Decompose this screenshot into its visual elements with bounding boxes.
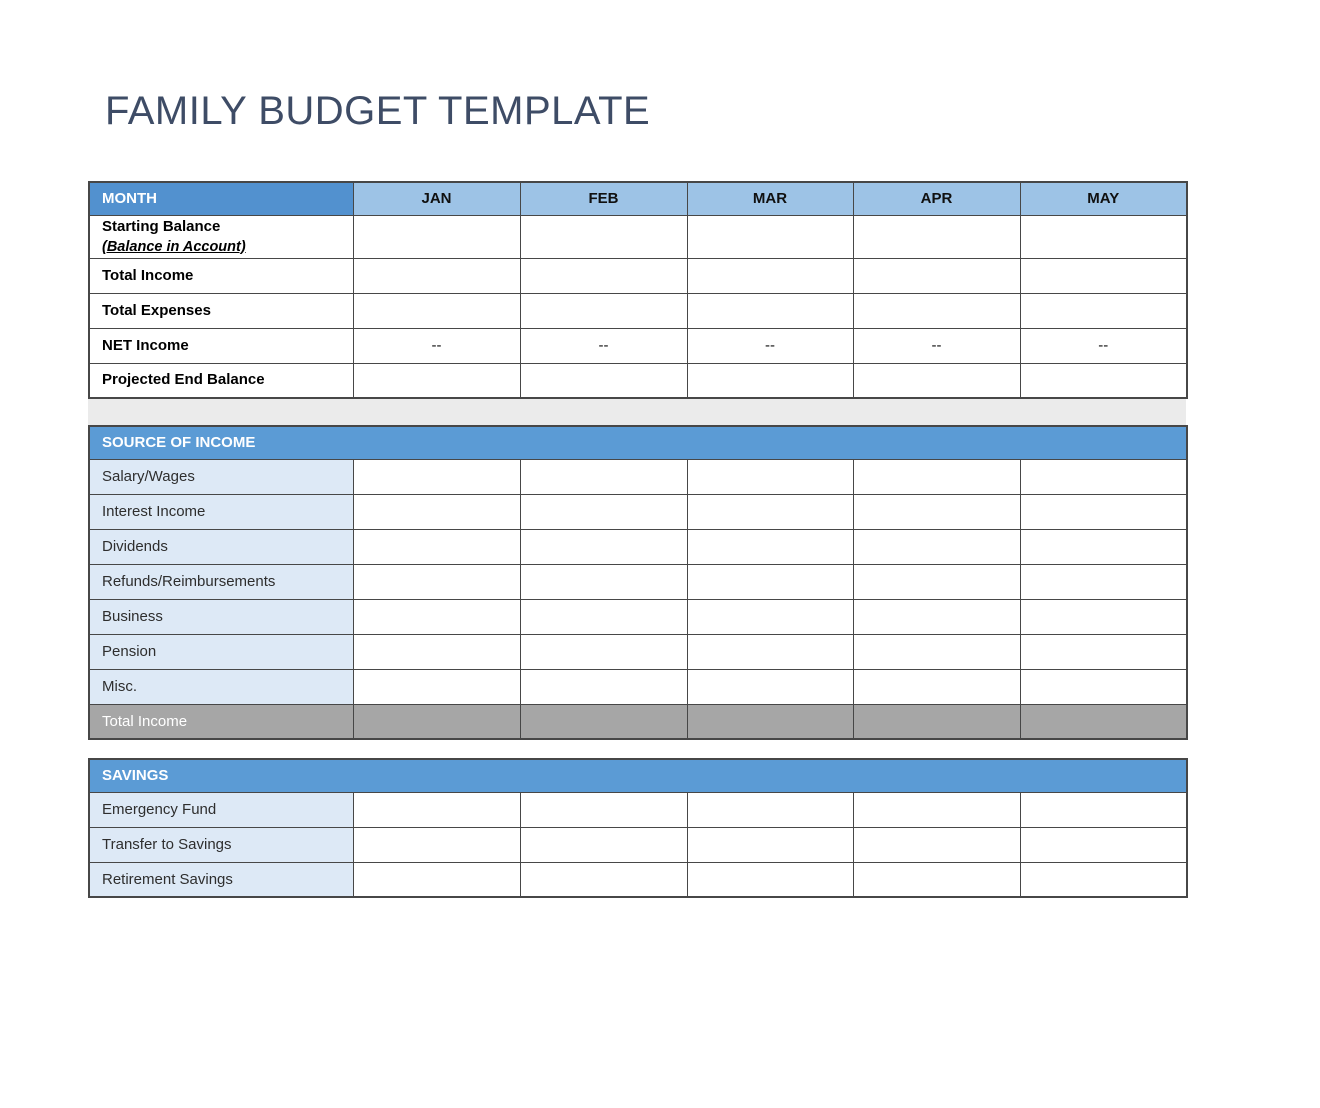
data-cell[interactable] bbox=[853, 862, 1020, 897]
data-cell[interactable] bbox=[1020, 459, 1187, 494]
data-cell[interactable] bbox=[1020, 363, 1187, 398]
data-cell[interactable] bbox=[687, 293, 853, 328]
data-cell[interactable] bbox=[1020, 564, 1187, 599]
table-row-total-expenses bbox=[89, 293, 1187, 328]
data-cell[interactable] bbox=[1020, 792, 1187, 827]
data-cell[interactable] bbox=[853, 792, 1020, 827]
month-summary-table bbox=[88, 181, 1188, 399]
table-row-salary-wages bbox=[89, 459, 1187, 494]
data-cell[interactable] bbox=[853, 459, 1020, 494]
page-title: FAMILY BUDGET TEMPLATE bbox=[105, 89, 651, 133]
data-cell[interactable] bbox=[520, 669, 687, 704]
data-cell[interactable] bbox=[687, 363, 853, 398]
data-cell[interactable] bbox=[520, 827, 687, 862]
table-row-business bbox=[89, 599, 1187, 634]
data-cell[interactable] bbox=[353, 459, 520, 494]
income-section-header: SOURCE OF INCOME bbox=[89, 426, 1187, 459]
data-cell[interactable] bbox=[520, 494, 687, 529]
data-cell[interactable] bbox=[853, 827, 1020, 862]
data-cell[interactable] bbox=[1020, 258, 1187, 293]
data-cell[interactable] bbox=[853, 258, 1020, 293]
row-label: Projected End Balance bbox=[89, 363, 353, 398]
table-row-net-income bbox=[89, 328, 1187, 363]
table-row-retirement-savings bbox=[89, 862, 1187, 897]
savings-section-header: SAVINGS bbox=[89, 759, 1187, 792]
data-cell[interactable] bbox=[353, 363, 520, 398]
data-cell[interactable] bbox=[687, 792, 853, 827]
data-cell[interactable]: -- bbox=[353, 328, 520, 363]
data-cell[interactable] bbox=[353, 634, 520, 669]
row-label-main: Starting Balance bbox=[102, 217, 221, 235]
data-cell[interactable] bbox=[520, 529, 687, 564]
data-cell[interactable] bbox=[687, 459, 853, 494]
row-label: Pension bbox=[89, 634, 353, 669]
data-cell[interactable] bbox=[520, 215, 687, 258]
data-cell[interactable] bbox=[687, 669, 853, 704]
data-cell[interactable] bbox=[853, 704, 1020, 739]
data-cell[interactable] bbox=[687, 258, 853, 293]
table-row-misc bbox=[89, 669, 1187, 704]
data-cell[interactable] bbox=[1020, 599, 1187, 634]
row-label: Transfer to Savings bbox=[89, 827, 353, 862]
data-cell[interactable] bbox=[520, 293, 687, 328]
data-cell[interactable] bbox=[353, 258, 520, 293]
data-cell[interactable]: -- bbox=[687, 328, 853, 363]
data-cell[interactable] bbox=[353, 494, 520, 529]
data-cell[interactable] bbox=[853, 669, 1020, 704]
row-label bbox=[89, 215, 353, 258]
row-label: Total Income bbox=[89, 258, 353, 293]
data-cell[interactable] bbox=[853, 564, 1020, 599]
data-cell[interactable]: -- bbox=[520, 328, 687, 363]
data-cell[interactable] bbox=[1020, 529, 1187, 564]
data-cell[interactable] bbox=[1020, 704, 1187, 739]
data-cell[interactable] bbox=[1020, 215, 1187, 258]
month-column-header-apr: APR bbox=[853, 182, 1020, 215]
row-label: Refunds/Reimbursements bbox=[89, 564, 353, 599]
data-cell[interactable] bbox=[520, 634, 687, 669]
data-cell[interactable] bbox=[687, 827, 853, 862]
data-cell[interactable] bbox=[853, 529, 1020, 564]
data-cell[interactable] bbox=[853, 599, 1020, 634]
data-cell[interactable] bbox=[520, 564, 687, 599]
table-row-total-income bbox=[89, 258, 1187, 293]
data-cell[interactable] bbox=[353, 704, 520, 739]
table-row-interest-income bbox=[89, 494, 1187, 529]
data-cell[interactable] bbox=[520, 704, 687, 739]
table-row-dividends bbox=[89, 529, 1187, 564]
row-label: Total Income bbox=[89, 704, 353, 739]
table-row-starting-balance bbox=[89, 215, 1187, 258]
data-cell[interactable] bbox=[1020, 494, 1187, 529]
data-cell[interactable] bbox=[520, 258, 687, 293]
table-row-projected-end-balance bbox=[89, 363, 1187, 398]
table-row-transfer-to-savings bbox=[89, 827, 1187, 862]
data-cell[interactable] bbox=[353, 564, 520, 599]
data-cell[interactable] bbox=[353, 669, 520, 704]
data-cell[interactable] bbox=[1020, 827, 1187, 862]
row-label: Salary/Wages bbox=[89, 459, 353, 494]
data-cell[interactable] bbox=[353, 529, 520, 564]
data-cell[interactable] bbox=[687, 634, 853, 669]
data-cell[interactable] bbox=[687, 704, 853, 739]
table-row-emergency-fund bbox=[89, 792, 1187, 827]
data-cell[interactable] bbox=[353, 215, 520, 258]
month-column-header-mar: MAR bbox=[687, 182, 853, 215]
row-label: Dividends bbox=[89, 529, 353, 564]
table-row-refunds bbox=[89, 564, 1187, 599]
month-column-header-may: MAY bbox=[1020, 182, 1187, 215]
data-cell[interactable] bbox=[520, 792, 687, 827]
data-cell[interactable] bbox=[853, 494, 1020, 529]
data-cell[interactable] bbox=[353, 792, 520, 827]
month-header-cell: MONTH bbox=[89, 182, 353, 215]
row-label-sub: (Balance in Account) bbox=[102, 238, 246, 255]
data-cell[interactable] bbox=[1020, 293, 1187, 328]
data-cell[interactable] bbox=[520, 862, 687, 897]
row-label: NET Income bbox=[89, 328, 353, 363]
table-row-income-total bbox=[89, 704, 1187, 739]
data-cell[interactable] bbox=[1020, 669, 1187, 704]
data-cell[interactable] bbox=[853, 293, 1020, 328]
data-cell[interactable] bbox=[687, 599, 853, 634]
row-label: Retirement Savings bbox=[89, 862, 353, 897]
row-label: Misc. bbox=[89, 669, 353, 704]
data-cell[interactable] bbox=[687, 494, 853, 529]
savings-table bbox=[88, 758, 1188, 898]
month-column-header-feb: FEB bbox=[520, 182, 687, 215]
data-cell[interactable] bbox=[520, 599, 687, 634]
data-cell[interactable] bbox=[520, 363, 687, 398]
data-cell[interactable] bbox=[1020, 862, 1187, 897]
data-cell[interactable]: -- bbox=[1020, 328, 1187, 363]
data-cell[interactable] bbox=[1020, 634, 1187, 669]
data-cell[interactable] bbox=[687, 529, 853, 564]
row-label: Emergency Fund bbox=[89, 792, 353, 827]
data-cell[interactable] bbox=[853, 363, 1020, 398]
table-row-pension bbox=[89, 634, 1187, 669]
data-cell[interactable] bbox=[353, 827, 520, 862]
data-cell[interactable] bbox=[853, 634, 1020, 669]
data-cell[interactable] bbox=[353, 293, 520, 328]
month-header-row bbox=[89, 182, 1187, 215]
data-cell[interactable] bbox=[353, 862, 520, 897]
data-cell[interactable] bbox=[520, 459, 687, 494]
data-cell[interactable] bbox=[353, 599, 520, 634]
month-column-header-jan: JAN bbox=[353, 182, 520, 215]
row-label: Business bbox=[89, 599, 353, 634]
data-cell[interactable]: -- bbox=[853, 328, 1020, 363]
spacer-row bbox=[88, 399, 1186, 425]
row-label: Total Expenses bbox=[89, 293, 353, 328]
data-cell[interactable] bbox=[687, 862, 853, 897]
data-cell[interactable] bbox=[687, 215, 853, 258]
row-label: Interest Income bbox=[89, 494, 353, 529]
data-cell[interactable] bbox=[853, 215, 1020, 258]
data-cell[interactable] bbox=[687, 564, 853, 599]
source-of-income-table bbox=[88, 425, 1188, 740]
